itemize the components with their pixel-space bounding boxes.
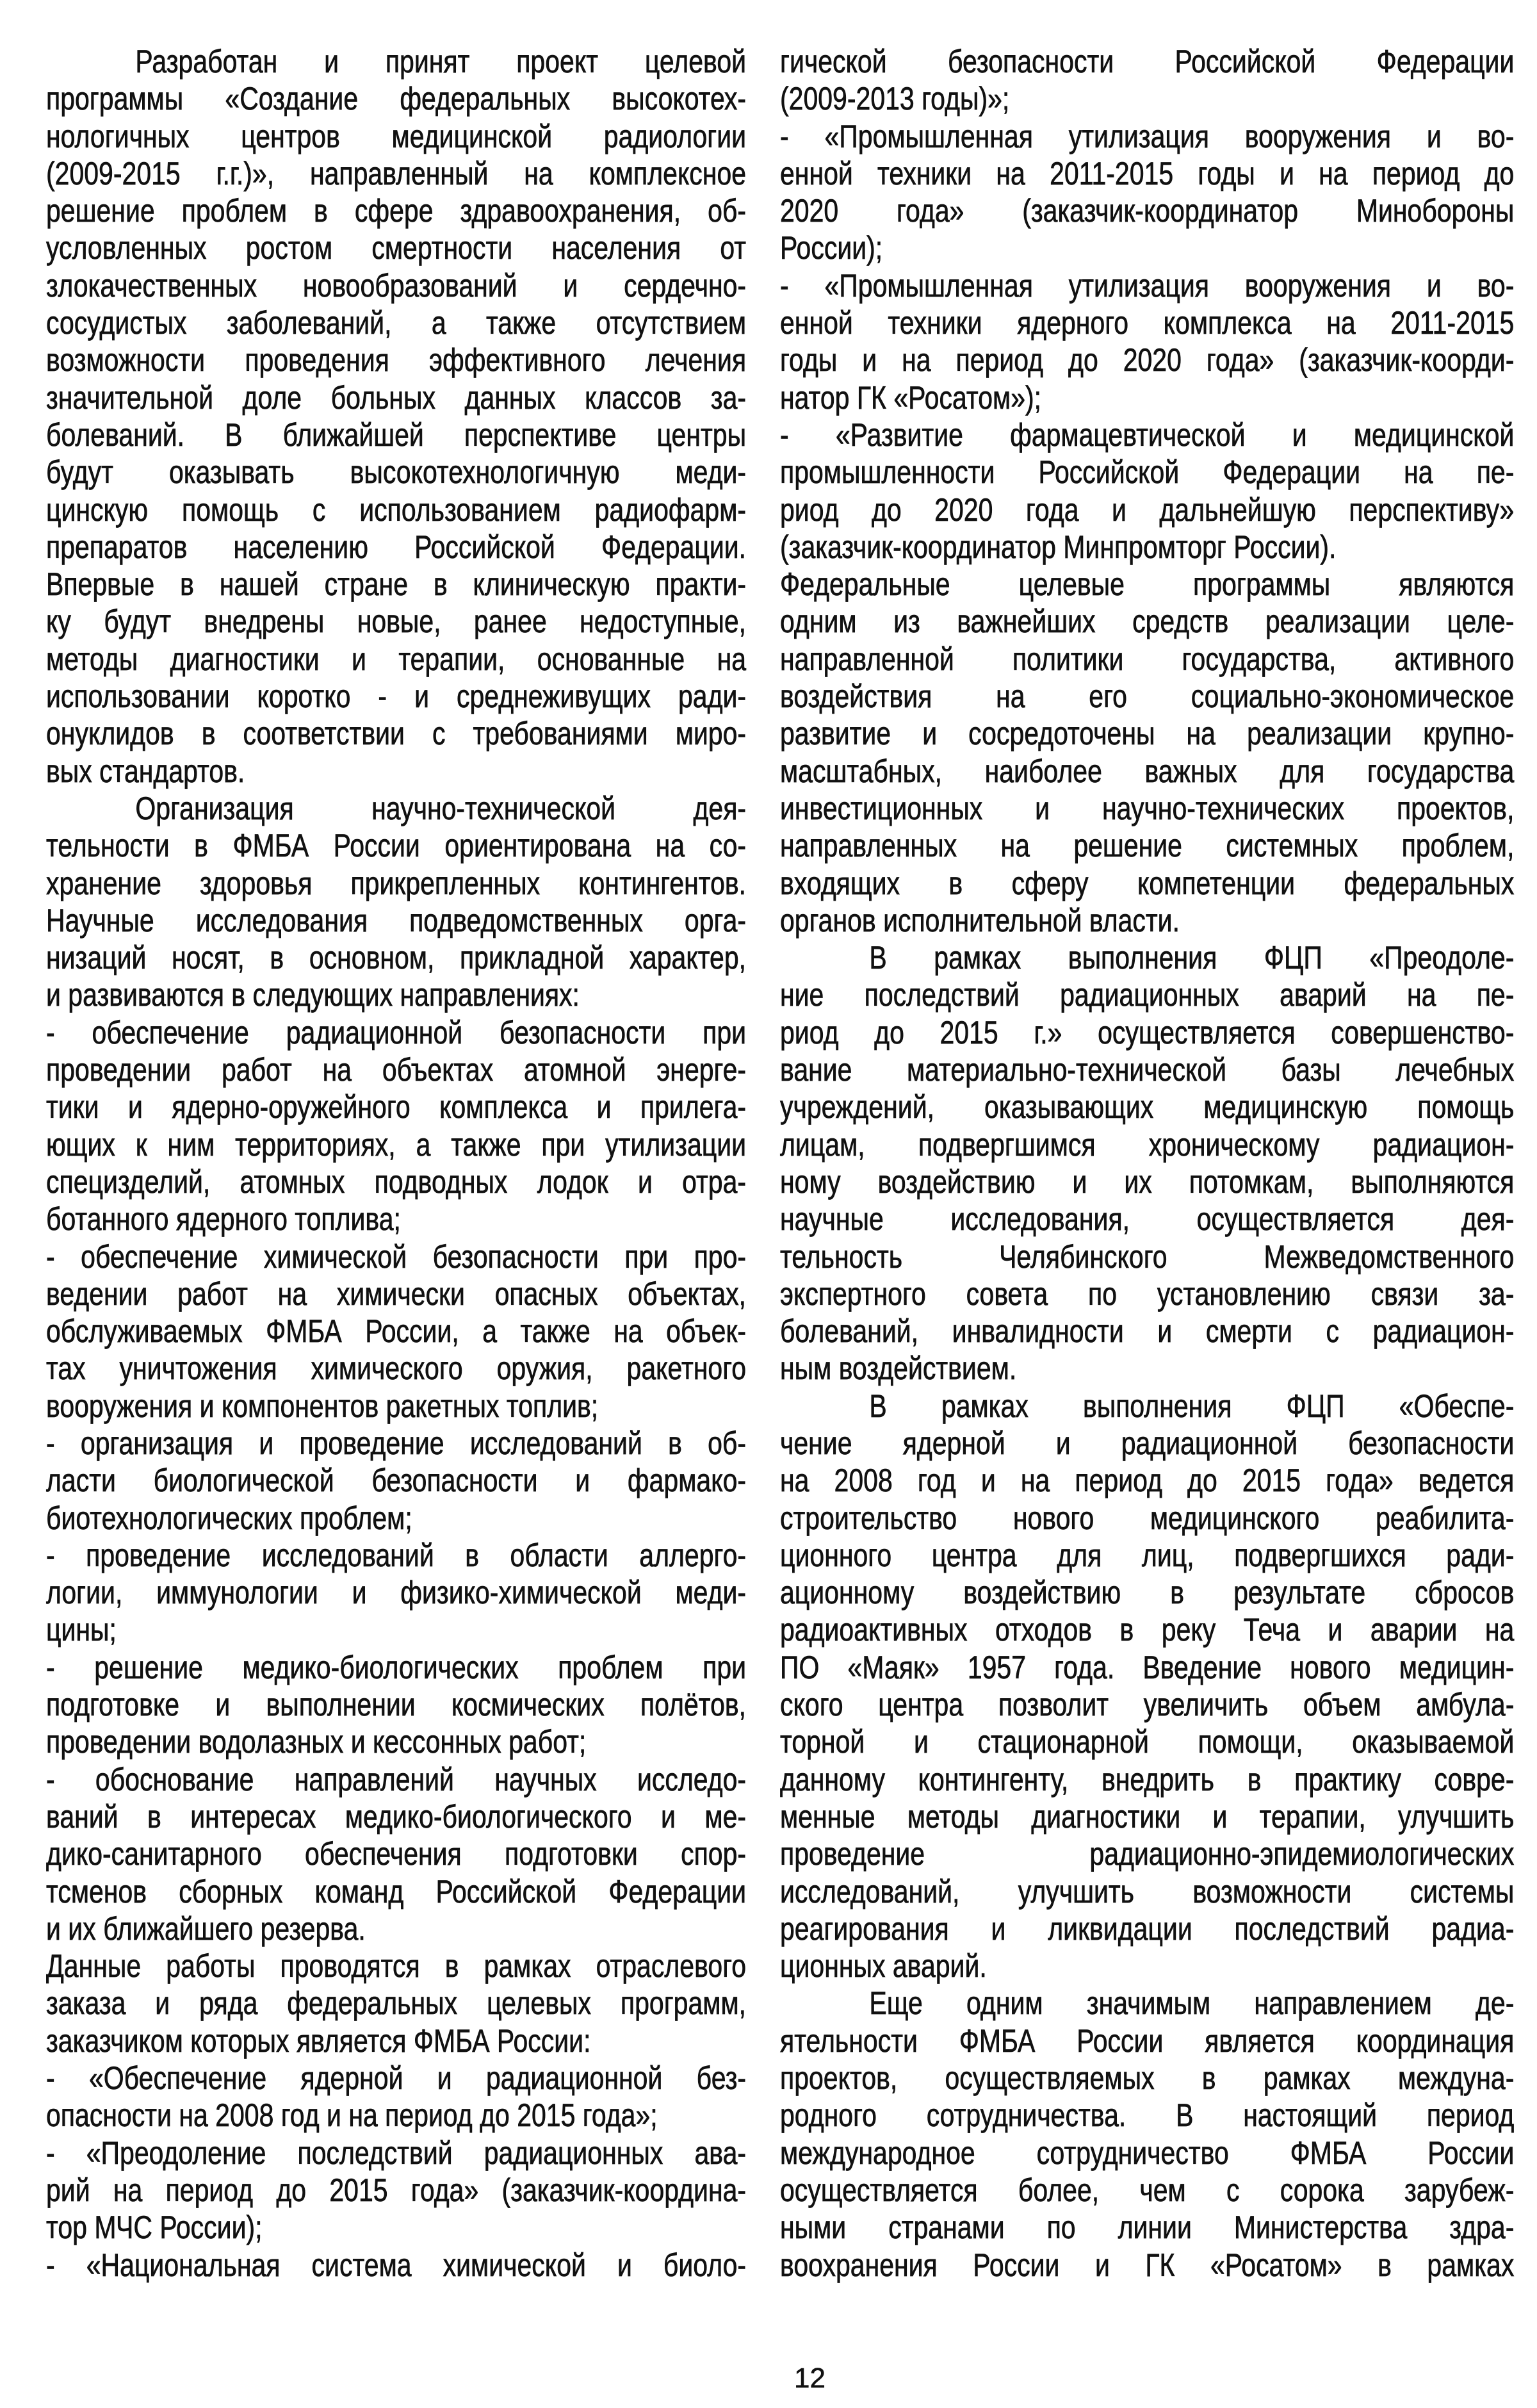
- text-line: ведении работ на химически опасных объектах,: [46, 1275, 747, 1312]
- text-line: заказчиком которых является ФМБА России:: [46, 2022, 591, 2059]
- text-line: - «Преодоление последствий радиационных ава-: [46, 2134, 747, 2171]
- text-line: проведение радиационно-эпидемиологических: [780, 1836, 1515, 1872]
- text-line: ному воздействию и их потомкам, выполняются: [780, 1163, 1515, 1200]
- text-line: обслуживаемых ФМБА России, а также на объек-: [46, 1313, 747, 1350]
- text-line: - «Промышленная утилизация вооружения и во-: [780, 267, 1515, 304]
- text-line: данному контингенту, внедрить в практику совре-: [780, 1761, 1515, 1798]
- text-line: вание материально-технической базы лечебных: [780, 1052, 1515, 1088]
- text-line: рий на период до 2015 года» (заказчик-координа-: [46, 2172, 747, 2208]
- text-line: ционного центра для лиц, подвергшихся ради-: [780, 1537, 1515, 1573]
- text-line: на 2008 год и на период до 2015 года» ведется: [780, 1462, 1515, 1499]
- text-line: международное сотрудничество ФМБА России: [780, 2134, 1515, 2171]
- text-line: - обеспечение химической безопасности при про-: [46, 1238, 747, 1275]
- text-line: учреждений, оказывающих медицинскую помощь: [780, 1089, 1515, 1126]
- text-line: Федеральные целевые программы являются: [780, 566, 1515, 603]
- text-line: сосудистых заболеваний, а также отсутствием: [46, 305, 747, 341]
- text-line: и развиваются в следующих направлениях:: [46, 977, 580, 1013]
- text-line: методы диагностики и терапии, основанные на: [46, 641, 747, 677]
- text-line: инвестиционных и научно-технических проектов,: [780, 790, 1515, 826]
- text-line: торной и стационарной помощи, оказываемой: [780, 1724, 1515, 1760]
- text-line: препаратов населению Российской Федерации.: [46, 528, 747, 565]
- text-line: тах уничтожения химического оружия, ракетного: [46, 1350, 747, 1387]
- paragraph: [780, 118, 1514, 267]
- paragraph: [46, 1649, 746, 1761]
- text-line: нологичных центров медицинской радиологии: [46, 118, 747, 154]
- text-line: ского центра позволит увеличить объем амбула-: [780, 1687, 1515, 1723]
- text-line: Данные работы проводятся в рамках отраслевого: [46, 1948, 747, 1985]
- text-line: тельности в ФМБА России ориентирована на со-: [46, 828, 747, 864]
- text-line: годы и на период до 2020 года» (заказчик-коорди-: [780, 342, 1515, 379]
- text-line: вооружения и компонентов ракетных топлив;: [46, 1388, 599, 1424]
- paragraph: [46, 1947, 746, 2060]
- text-line: ласти биологической безопасности и фармако-: [46, 1462, 747, 1499]
- text-line: - «Национальная система химической и биоло-: [46, 2247, 747, 2283]
- text-line: - «Промышленная утилизация вооружения и во-: [780, 118, 1515, 154]
- text-line: входящих в сферу компетенции федеральных: [780, 865, 1515, 901]
- paragraph: [46, 1238, 746, 1425]
- text-line: опасности на 2008 год и на период до 2015 года»;: [46, 2097, 658, 2134]
- paragraph: [780, 43, 1514, 118]
- text-line: 2020 года» (заказчик-координатор Минобороны: [780, 193, 1515, 229]
- paragraph: [780, 1985, 1514, 2283]
- text-line: ние последствий радиационных аварий на пе-: [780, 977, 1515, 1013]
- text-line: экспертного совета по установлению связи за-: [780, 1275, 1515, 1312]
- text-line: Впервые в нашей стране в клиническую практи-: [46, 566, 747, 603]
- text-line: тики и ядерно-оружейного комплекса и прилега-: [46, 1089, 747, 1126]
- text-line: ПО «Маяк» 1957 года. Введение нового медицин-: [780, 1649, 1515, 1685]
- text-line: дико-санитарного обеспечения подготовки спор-: [46, 1836, 747, 1872]
- text-line: научные исследования, осуществляется дея-: [780, 1201, 1515, 1238]
- text-line: - проведение исследований в области аллерго-: [46, 1537, 747, 1573]
- text-line: хранение здоровья прикрепленных контингентов.: [46, 865, 747, 901]
- text-line: (2009-2015 г.г.)», направленный на комплексное: [46, 155, 747, 192]
- paragraph: [46, 43, 746, 790]
- text-line: Разработан и принят проект целевой: [135, 44, 747, 79]
- text-line: ятельности ФМБА России является координация: [780, 2022, 1515, 2059]
- text-line: болеваний, инвалидности и смерти с радиацион-: [780, 1313, 1515, 1350]
- text-line: проведении водолазных и кессонных работ;: [46, 1724, 587, 1760]
- left-text-column: [46, 43, 746, 2284]
- text-line: - «Обеспечение ядерной и радиационной без-: [46, 2060, 747, 2097]
- text-line: проведении работ на объектах атомной энерге-: [46, 1052, 747, 1088]
- paragraph: [780, 267, 1514, 416]
- text-line: цины;: [46, 1612, 117, 1648]
- text-line: ционных аварий.: [780, 1948, 987, 1985]
- paragraph: [46, 1537, 746, 1649]
- text-line: Научные исследования подведомственных орга-: [46, 902, 747, 938]
- text-line: натор ГК «Росатом»);: [780, 379, 1042, 416]
- text-line: направленных на решение системных проблем,: [780, 828, 1515, 864]
- text-line: ваний в интересах медико-биологического и ме-: [46, 1798, 747, 1835]
- text-line: В рамках выполнения ФЦП «Преодоле-: [869, 940, 1515, 976]
- text-line: Еще одним значимым направлением де-: [869, 1985, 1515, 2022]
- text-line: цинскую помощь с использованием радиофарм-: [46, 491, 747, 528]
- text-line: России);: [780, 230, 883, 266]
- text-line: одним из важнейших средств реализации целе-: [780, 603, 1515, 640]
- paragraph: [46, 790, 746, 1014]
- text-line: родного сотрудничества. В настоящий период: [780, 2097, 1515, 2134]
- text-line: - обеспечение радиационной безопасности при: [46, 1014, 747, 1051]
- text-line: радиоактивных отходов в реку Теча и аварии на: [780, 1612, 1515, 1648]
- text-line: - обоснование направлений научных исследо-: [46, 1761, 747, 1798]
- paragraph: [46, 1761, 746, 1947]
- text-line: тор МЧС России);: [46, 2209, 263, 2246]
- text-line: ющих к ним территориях, а также при утилизации: [46, 1126, 747, 1163]
- text-line: ационному воздействию в результате сбросов: [780, 1575, 1515, 1611]
- text-line: ными странами по линии Министерства здра-: [780, 2209, 1515, 2246]
- text-line: биотехнологических проблем;: [46, 1500, 412, 1536]
- text-line: ботанного ядерного топлива;: [46, 1201, 401, 1238]
- text-line: возможности проведения эффективного лечения: [46, 342, 747, 379]
- text-line: строительство нового медицинского реабилита-: [780, 1500, 1515, 1536]
- text-line: чение ядерной и радиационной безопасности: [780, 1425, 1515, 1461]
- text-line: промышленности Российской Федерации на пе-: [780, 454, 1515, 491]
- text-line: болеваний. В ближайшей перспективе центры: [46, 416, 747, 453]
- text-line: онуклидов в соответствии с требованиями миро-: [46, 716, 747, 752]
- text-line: использовании коротко - и среднеживущих ради-: [46, 678, 747, 715]
- text-line: Организация научно-технической дея-: [135, 790, 747, 826]
- text-line: В рамках выполнения ФЦП «Обеспе-: [869, 1388, 1515, 1424]
- text-line: масштабных, наиболее важных для государства: [780, 753, 1515, 789]
- text-line: заказа и ряда федеральных целевых программ,: [46, 1985, 747, 2022]
- text-line: направленной политики государства, активного: [780, 641, 1515, 677]
- text-line: условленных ростом смертности населения от: [46, 230, 747, 266]
- right-text-column: [780, 43, 1514, 2284]
- text-line: - «Развитие фармацевтической и медицинской: [780, 416, 1515, 453]
- text-line: воохранения России и ГК «Росатом» в рамках: [780, 2247, 1515, 2283]
- text-line: тельность Челябинского Межведомственного: [780, 1238, 1515, 1275]
- text-line: злокачественных новообразований и сердечно-: [46, 267, 747, 304]
- text-line: и их ближайшего резерва.: [46, 1910, 366, 1947]
- text-line: риод до 2020 года и дальнейшую перспективу»: [780, 491, 1515, 528]
- paragraph: [46, 2060, 746, 2134]
- paragraph: [780, 416, 1514, 566]
- text-line: енной техники ядерного комплекса на 2011-2015: [780, 305, 1515, 341]
- text-line: енной техники на 2011-2015 годы и на период до: [780, 155, 1515, 192]
- text-line: реагирования и ликвидации последствий радиа-: [780, 1910, 1515, 1947]
- text-line: подготовке и выполнении космических полётов,: [46, 1687, 747, 1723]
- text-line: логии, иммунологии и физико-химической меди-: [46, 1575, 747, 1611]
- paragraph: [46, 2247, 746, 2284]
- text-line: воздействия на его социально-экономическое: [780, 678, 1515, 715]
- paragraph: [46, 1425, 746, 1537]
- text-line: гической безопасности Российской Федерации: [780, 44, 1515, 79]
- text-line: - организация и проведение исследований в об-: [46, 1425, 747, 1461]
- paragraph: [780, 566, 1514, 939]
- text-line: органов исполнительной власти.: [780, 902, 1180, 938]
- page-number: 12: [794, 2363, 825, 2394]
- text-line: специзделий, атомных подводных лодок и отра-: [46, 1163, 747, 1200]
- text-line: тсменов сборных команд Российской Федерации: [46, 1873, 747, 1910]
- text-line: значительной доле больных данных классов за-: [46, 379, 747, 416]
- text-line: низаций носят, в основном, прикладной характер,: [46, 940, 747, 976]
- text-line: ным воздействием.: [780, 1350, 1017, 1387]
- text-line: вых стандартов.: [46, 753, 245, 789]
- text-line: осуществляется более, чем с сорока зарубеж-: [780, 2172, 1515, 2208]
- text-line: будут оказывать высокотехнологичную меди-: [46, 454, 747, 491]
- text-line: решение проблем в сфере здравоохранения, об-: [46, 193, 747, 229]
- text-line: ку будут внедрены новые, ранее недоступные,: [46, 603, 747, 640]
- text-line: (2009-2013 годы)»;: [780, 81, 1010, 117]
- text-line: лицам, подвергшимся хроническому радиацион-: [780, 1126, 1515, 1163]
- text-line: риод до 2015 г.» осуществляется совершенство-: [780, 1014, 1515, 1051]
- text-line: развитие и сосредоточены на реализации крупно-: [780, 716, 1515, 752]
- text-line: исследований, улучшить возможности системы: [780, 1873, 1515, 1910]
- text-line: менные методы диагностики и терапии, улучшить: [780, 1798, 1515, 1835]
- text-line: - решение медико-биологических проблем при: [46, 1649, 747, 1685]
- text-line: программы «Создание федеральных высокотех-: [46, 81, 747, 117]
- paragraph: [46, 2134, 746, 2247]
- paragraph: [780, 1388, 1514, 1985]
- text-line: (заказчик-координатор Минпромторг России).: [780, 528, 1337, 565]
- text-line: проектов, осуществляемых в рамках междуна-: [780, 2060, 1515, 2097]
- paragraph: [46, 1014, 746, 1238]
- paragraph: [780, 939, 1514, 1388]
